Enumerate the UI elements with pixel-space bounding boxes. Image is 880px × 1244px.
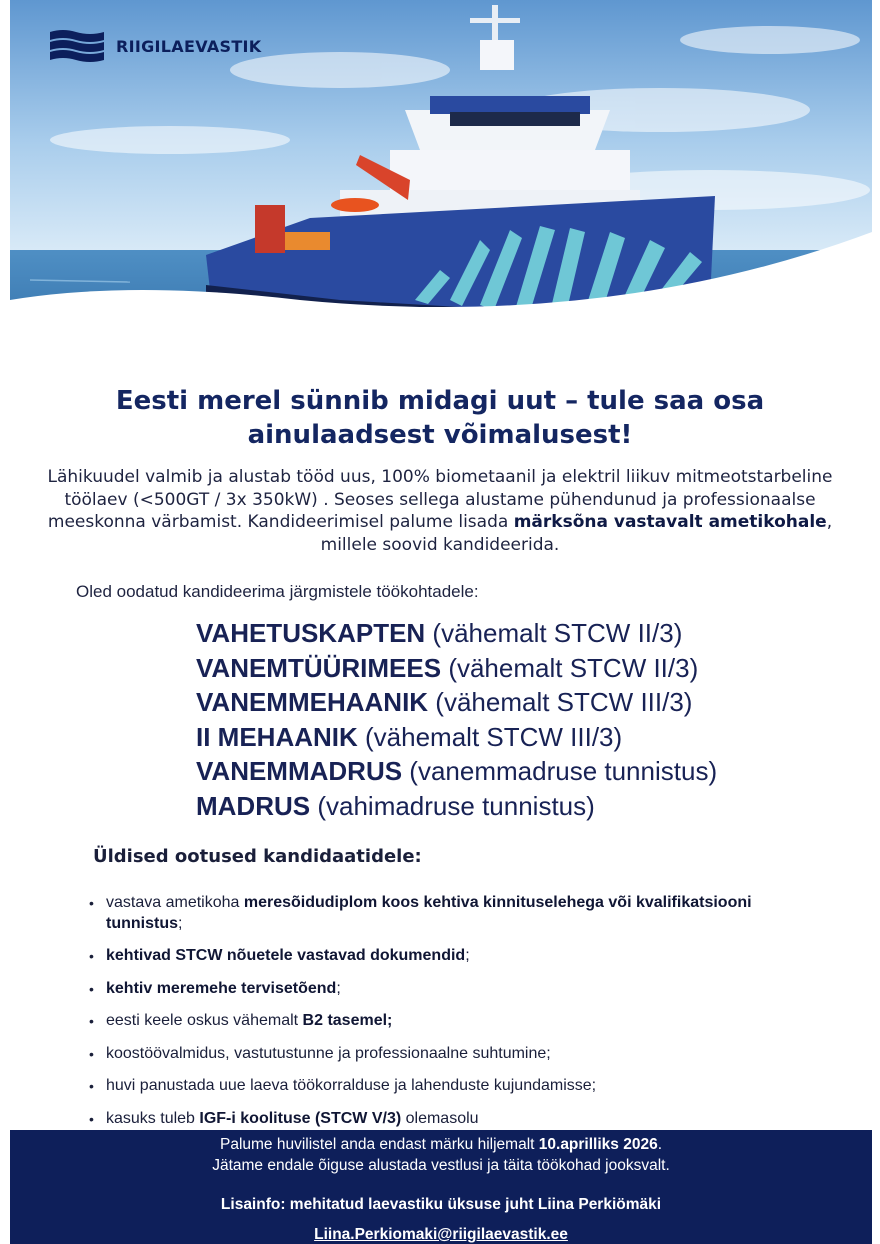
position-title: VANEMMEHAANIK	[196, 687, 429, 717]
position-requirement: (vanemmadruse tunnistus)	[402, 756, 718, 786]
page-headline	[40, 384, 840, 452]
headline-line-1: Eesti merel sünnib midagi uut – tule saa osa	[115, 386, 765, 416]
requirement-item	[88, 1109, 828, 1130]
position-requirement: (vähemalt STCW II/3)	[441, 652, 699, 683]
deadline-suffix: .	[657, 1136, 662, 1153]
footer-email-link[interactable]: Liina.Perkiomaki@riigilaevastik.ee	[314, 1226, 568, 1243]
requirement-item	[88, 946, 828, 967]
position-title: MADRUS	[196, 790, 311, 821]
intro-keyword: märksõna vastavalt ametikohale	[513, 512, 827, 532]
requirement-text: huvi panustada uue laeva töökorralduse ja lahenduste kujundamisse;	[106, 1077, 597, 1094]
requirements-heading: Üldised ootused kandidaatidele:	[93, 846, 422, 867]
position-title: VANEMMADRUS	[196, 756, 403, 786]
requirement-item	[88, 979, 828, 1000]
position-item	[196, 754, 717, 789]
positions-list	[196, 616, 717, 823]
position-item	[196, 651, 717, 686]
invite-text: Oled oodatud kandideerima järgmistele töökohtadele:	[76, 582, 479, 601]
brand-logo	[48, 28, 262, 64]
position-title: II MEHAANIK	[196, 721, 358, 752]
brand-name: RIIGILAEVASTIK	[116, 36, 262, 56]
requirement-suffix: ;	[336, 979, 341, 997]
requirement-item	[88, 1044, 828, 1065]
position-item	[196, 685, 717, 720]
footer-note: Jätame endale õiguse alustada vestlusi ja täita töökohad jooksvalt.	[212, 1157, 670, 1174]
requirement-item	[88, 893, 828, 934]
intro-paragraph	[20, 466, 860, 556]
footer-contact: Lisainfo: mehitatud laevastiku üksuse juht Liina Perkiömäki	[220, 1196, 662, 1213]
requirement-item	[88, 1076, 828, 1097]
position-title: VANEMTÜÜRIMEES	[196, 652, 442, 683]
requirement-suffix: ;	[178, 914, 183, 932]
position-title: VAHETUSKAPTEN	[196, 618, 426, 648]
position-item	[196, 720, 717, 755]
position-item	[196, 616, 717, 651]
requirement-text: koostöövalmidus, vastutustunne ja professionaalne suhtumine;	[106, 1044, 551, 1062]
footer-deadline	[10, 1134, 872, 1176]
requirement-bold: B2 tasemel;	[302, 1012, 393, 1029]
requirement-bold: kehtivad STCW nõuetele vastavad dokumendid	[106, 947, 466, 964]
footer-banner	[10, 1130, 872, 1244]
requirement-bold: IGF-i koolituse (STCW V/3)	[199, 1109, 402, 1127]
headline-line-2: ainulaadsest võimalusest!	[247, 420, 633, 450]
position-requirement: (vähemalt STCW III/3)	[357, 721, 623, 752]
intro-text-2: , millele soovid kandideerida.	[320, 512, 833, 555]
requirement-text: eesti keele oskus vähemalt	[106, 1012, 303, 1029]
deadline-text: Palume huvilistel anda endast märku hiljemalt	[219, 1136, 539, 1153]
position-item	[196, 789, 717, 824]
position-requirement: (vahimadruse tunnistus)	[310, 790, 595, 821]
deadline-date: 10.aprilliks 2026	[538, 1136, 658, 1153]
requirement-bold: meresõidudiplom koos kehtiva kinnituselehega või kvalifikatsiooni tunnistus	[106, 894, 752, 932]
intro-text-1: Lähikuudel valmib ja alustab tööd uus, 100% biometaanil ja elektril liikuv mitmeotstarbeline töölaev (<500GT / 3x 350kW) . Seoses sellega alustame pühendunud ja professionaalse meeskonna värbamist. Kandideerimisel palume lisada	[47, 467, 833, 532]
position-requirement: (vähemalt STCW II/3)	[425, 618, 683, 648]
waves-flag-icon	[48, 28, 106, 64]
requirement-item	[88, 1011, 828, 1032]
requirement-suffix: olemasolu	[401, 1109, 479, 1127]
requirement-text: vastava ametikoha	[106, 894, 244, 911]
requirement-bold: kehtiv meremehe tervisetõend	[106, 979, 337, 997]
position-requirement: (vähemalt STCW III/3)	[428, 687, 693, 717]
requirements-list	[88, 893, 828, 1141]
requirement-suffix: ;	[465, 947, 470, 964]
requirement-text: kasuks tuleb	[106, 1109, 200, 1127]
